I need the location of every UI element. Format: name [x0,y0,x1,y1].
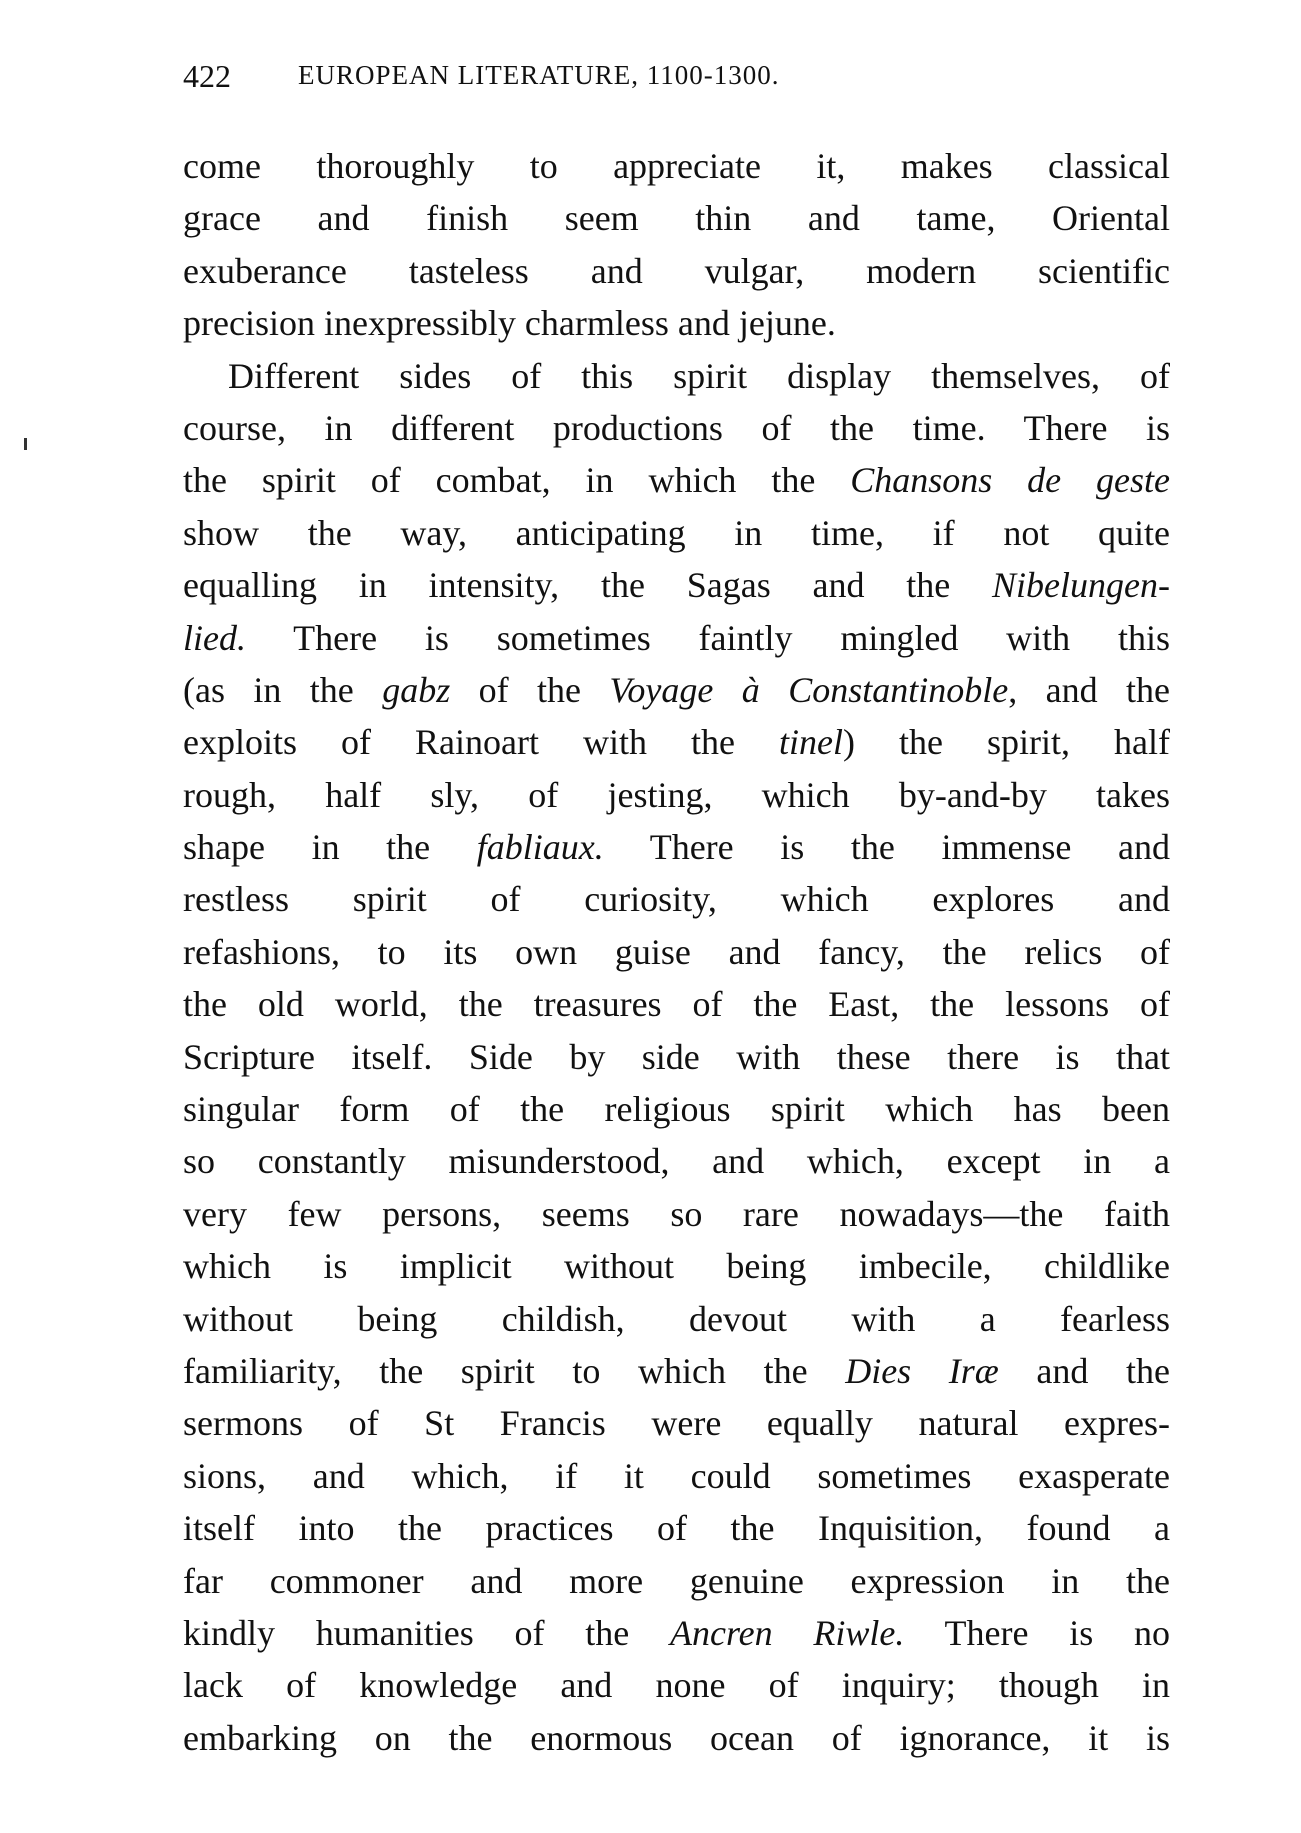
italic-title: Dies Iræ [845,1350,999,1391]
text-line [183,1031,1170,1083]
italic-title: lied. [183,617,246,658]
text-line [183,1450,1170,1502]
text-line [183,1083,1170,1135]
text-line [183,1135,1170,1187]
text-span: Scripture itself. Side by side with these there is that [183,1036,1170,1077]
text-line [183,612,1170,664]
text-span: sermons of St Francis were equally natural expres- [183,1403,1170,1444]
text-span: (as in the [183,669,383,710]
text-line [183,1712,1170,1764]
text-span: familiarity, the spirit to which the [183,1350,846,1391]
italic-title: fabliaux. [476,827,604,868]
text-span: precision inexpressibly charmless and jejune. [183,303,836,344]
text-line [183,507,1170,559]
text-span: which is implicit without being imbecile, childlike [183,1246,1170,1287]
text-span: shape in the [183,827,477,868]
text-span: kindly humanities of the [183,1612,671,1653]
text-span: without being childish, devout with a fearless [183,1298,1170,1339]
italic-title: Ancren Riwle. [670,1612,905,1653]
text-line [183,978,1170,1030]
text-span: far commoner and more genuine expression in the [183,1560,1170,1601]
running-title: EUROPEAN LITERATURE, 1100-1300. [298,60,780,90]
text-span: the old world, the treasures of the East, the lessons of [183,984,1170,1025]
text-line [183,402,1170,454]
text-span: exploits of Rainoart with the [183,722,780,763]
text-span: the spirit of combat, in which the [183,460,851,501]
text-line [183,821,1170,873]
text-span: come thoroughly to appreciate it, makes classical [183,146,1170,186]
text-span: course, in different productions of the time. There is [183,407,1170,448]
text-line [183,1293,1170,1345]
text-line [183,1659,1170,1711]
text-span: embarking on the enormous ocean of ignorance, it is [183,1717,1170,1758]
page-number: 422 [183,58,231,94]
text-span: sions, and which, if it could sometimes exasperate [183,1455,1170,1496]
text-span: show the way, anticipating in time, if not quite [183,512,1170,553]
margin-mark [24,438,27,450]
italic-title: gabz [382,669,451,710]
italic-title: Voyage à Constantinoble [609,669,1009,710]
italic-title: tinel [779,722,843,763]
text-span: exuberance tasteless and vulgar, modern scientific [183,250,1170,291]
text-span: and the [998,1350,1170,1391]
text-span: lack of knowledge and none of inquiry; though in [183,1665,1170,1706]
text-line [183,769,1170,821]
text-span: Different sides of this spirit display themselves, of [228,355,1170,396]
text-line [183,1345,1170,1397]
text-span: equalling in intensity, the Sagas and the [183,565,993,606]
text-line [183,192,1170,244]
text-span: refashions, to its own guise and fancy, the relics of [183,931,1170,972]
text-line [183,716,1170,768]
text-line [183,1240,1170,1292]
text-line [183,454,1170,506]
italic-title: Chansons de geste [850,460,1170,501]
text-span: restless spirit of curiosity, which explores and [183,879,1170,920]
text-span: rough, half sly, of jesting, which by-and-by takes [183,774,1170,815]
text-line [183,664,1170,716]
text-span: very few persons, seems so rare nowadays—the faith [183,1193,1170,1234]
text-span: singular form of the religious spirit which has been [183,1089,1170,1130]
text-span: so constantly misunderstood, and which, except in a [183,1141,1170,1182]
text-span: itself into the practices of the Inquisition, found a [183,1508,1170,1549]
text-line [183,926,1170,978]
text-line [183,1397,1170,1449]
text-line [183,1555,1170,1607]
body-text [183,140,1170,1764]
text-line [183,245,1170,297]
text-line [183,559,1170,611]
text-line [183,1188,1170,1240]
text-span: of the [450,669,610,710]
text-span: There is sometimes faintly mingled with this [245,617,1170,658]
text-span: grace and finish seem thin and tame, Oriental [183,198,1170,239]
text-line [183,873,1170,925]
text-line [183,1607,1170,1659]
text-span: There is the immense and [603,827,1170,868]
text-span: ) the spirit, half [843,722,1170,763]
text-line [183,297,1170,349]
text-line [183,140,1170,192]
text-line [183,1502,1170,1554]
text-line [183,350,1170,402]
text-span: , and the [1008,669,1170,710]
italic-title: Nibelungen- [992,565,1170,606]
text-span: There is no [904,1612,1171,1653]
